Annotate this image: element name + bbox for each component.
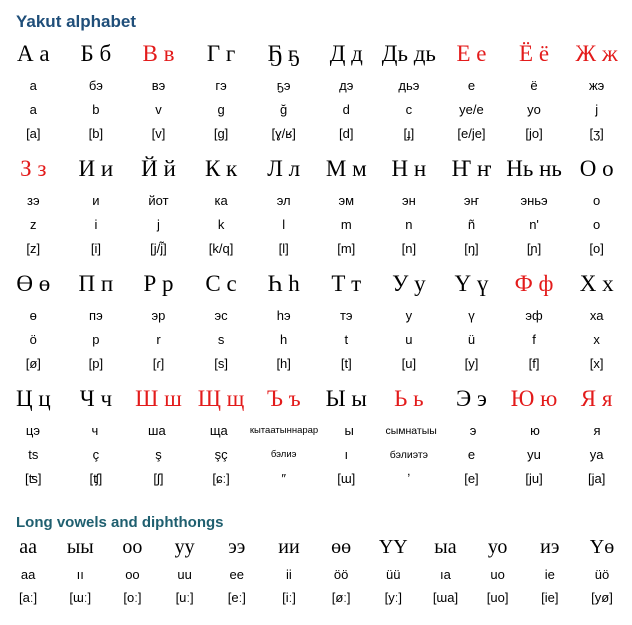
letter-name: эньэ <box>520 193 548 208</box>
letter-name: һэ <box>276 308 291 323</box>
letter-latin: d <box>342 102 350 117</box>
alphabet-line-ipa <box>2 241 628 265</box>
letter-latin: ñ <box>467 217 476 232</box>
letter-latin: m <box>340 217 352 232</box>
alphabet-line-latin <box>2 447 628 471</box>
letter-ipa: [y] <box>464 356 479 371</box>
letter-ipa: [ɲ] <box>526 241 542 256</box>
letter-ipa: [jo] <box>525 126 543 141</box>
letter-latin: ç <box>92 447 100 462</box>
letter-ipa: [g] <box>213 126 229 141</box>
letter-latin: n' <box>529 217 539 232</box>
letter-letter: Е е <box>456 41 487 66</box>
long-vowel-latin: öö <box>333 567 349 582</box>
letter-ipa: [a] <box>26 126 41 141</box>
letter-latin: o <box>593 217 601 232</box>
letter-ipa: [ŋ] <box>464 241 479 256</box>
letter-letter: Ш ш <box>135 386 182 411</box>
letter-name: вэ <box>151 78 166 93</box>
letter-name: э <box>469 423 477 438</box>
letter-latin: j <box>157 217 160 232</box>
letter-name: ү <box>468 308 475 323</box>
letter-ipa: ″ <box>281 471 286 486</box>
long-vowel-letter: өө <box>331 536 352 558</box>
letter-letter: Х х <box>579 271 614 296</box>
letter-latin: ye/e <box>459 102 484 117</box>
letter-name: дэ <box>339 78 354 93</box>
letter-letter: Ь ь <box>394 386 424 411</box>
long-vowel-latin: üü <box>386 567 401 582</box>
letter-name: ща <box>209 423 228 438</box>
letter-latin: b <box>92 102 100 117</box>
letter-name: кытаатыннарар <box>249 425 319 436</box>
letter-latin: şç <box>214 447 228 462</box>
letter-name: е <box>467 78 476 93</box>
letter-ipa: [ɟ] <box>403 126 415 141</box>
long-vowel-latin: ıı <box>76 567 84 582</box>
letter-letter: Ц ц <box>15 386 51 411</box>
letter-latin: r <box>156 332 161 347</box>
letter-latin: p <box>92 332 100 347</box>
long-vowel-ipa: [øː] <box>331 590 351 605</box>
letter-name: ша <box>148 423 166 438</box>
long-vowel-letter: ҮҮ <box>378 536 408 558</box>
letter-letter: Һ һ <box>267 271 300 296</box>
letter-latin: e <box>467 447 476 462</box>
letter-name: сымнатыы <box>385 425 437 437</box>
letter-letter: Ф ф <box>514 271 554 296</box>
letter-name: ө <box>29 308 37 323</box>
letter-name: жэ <box>588 78 605 93</box>
letter-latin: z <box>30 217 37 232</box>
letter-latin: g <box>217 102 225 117</box>
letter-ipa: [v] <box>151 126 166 141</box>
long-line-ipa <box>2 590 628 613</box>
letter-latin: ğ <box>280 102 288 117</box>
letter-letter: О о <box>579 156 614 181</box>
letter-ipa: [ɾ] <box>152 356 165 371</box>
letter-ipa: [ʧ] <box>89 471 103 486</box>
letter-ipa: ʼ <box>407 471 411 486</box>
long-vowel-letter: уу <box>174 536 195 558</box>
alphabet-line-ipa <box>2 471 628 495</box>
letter-name: эл <box>276 193 291 208</box>
letter-name: гэ <box>215 78 227 93</box>
letter-letter: Й й <box>141 156 176 181</box>
letter-name: у <box>405 308 413 323</box>
letter-latin: i <box>94 217 98 232</box>
long-vowel-ipa: [aː] <box>19 590 38 605</box>
letter-letter: К к <box>204 156 238 181</box>
letter-ipa: [ja] <box>587 471 606 486</box>
alphabet-row <box>2 270 628 380</box>
long-vowel-ipa: [iː] <box>282 590 296 605</box>
letter-latin: ö <box>29 332 37 347</box>
long-vowel-letter: иэ <box>540 536 560 558</box>
long-vowel-latin: uo <box>490 567 505 582</box>
letter-latin: ı <box>344 447 349 462</box>
long-vowel-latin: uu <box>177 567 192 582</box>
letter-letter: Ө ө <box>16 271 51 296</box>
letter-letter: Нь нь <box>506 156 562 181</box>
letter-name: а <box>29 78 37 93</box>
letter-latin: yu <box>527 447 541 462</box>
letter-letter: Ъ ъ <box>266 386 301 411</box>
letter-letter: П п <box>78 271 114 296</box>
letter-letter: Т т <box>331 271 362 296</box>
alphabet-line-letter <box>2 385 628 415</box>
letter-latin: f <box>532 332 536 347</box>
letter-ipa: [n] <box>401 241 417 256</box>
long-vowel-letter: Үө <box>589 536 615 558</box>
alphabet-line-latin <box>2 217 628 241</box>
page-title: Yakut alphabet <box>16 12 136 31</box>
letter-name: йот <box>148 193 169 208</box>
letter-letter: З з <box>20 156 47 181</box>
alphabet-line-ipa <box>2 356 628 380</box>
long-line-letter <box>2 533 628 565</box>
letter-ipa: [ɕː] <box>212 471 230 486</box>
letter-name: и <box>92 193 100 208</box>
letter-latin: l <box>282 217 286 232</box>
letter-latin: бэлиэ <box>270 449 297 460</box>
letter-letter: Ү ү <box>454 271 489 296</box>
letter-name: зэ <box>27 193 40 208</box>
alphabet-line-name <box>2 308 628 332</box>
long-vowel-latin: üö <box>594 567 610 582</box>
letter-name: эс <box>214 308 228 323</box>
letter-latin: бэлиэтэ <box>389 449 429 461</box>
letter-latin: x <box>593 332 600 347</box>
letter-name: о <box>593 193 601 208</box>
letter-name: бэ <box>88 78 103 93</box>
letter-letter: С с <box>205 271 237 296</box>
long-vowel-ipa: [yː] <box>384 590 402 605</box>
letter-latin: c <box>405 102 413 117</box>
letter-letter: И и <box>78 156 114 181</box>
long-vowel-letter: ыа <box>434 536 457 558</box>
letter-letter: Ы ы <box>325 386 367 411</box>
letter-letter: Ё ё <box>519 41 550 66</box>
letter-letter: Э э <box>456 386 487 411</box>
letter-letter: Д д <box>329 41 363 66</box>
letter-name: цэ <box>25 423 41 438</box>
letter-latin: u <box>405 332 413 347</box>
letter-name: ха <box>589 308 604 323</box>
alphabet-line-letter <box>2 155 628 185</box>
letter-latin: ts <box>28 447 39 462</box>
letter-ipa: [t] <box>340 356 352 371</box>
letter-name: ю <box>530 423 540 438</box>
letter-name: эҥ <box>463 193 479 208</box>
letter-name: ка <box>214 193 228 208</box>
alphabet-line-latin <box>2 102 628 126</box>
letter-ipa: [k/q] <box>208 241 234 256</box>
long-vowel-letter: оо <box>122 536 143 558</box>
letter-latin: j <box>595 102 599 117</box>
letter-ipa: [ɣ/ʁ] <box>271 126 296 141</box>
long-vowel-ipa: [ie] <box>541 590 559 605</box>
letter-latin: n <box>405 217 413 232</box>
letter-letter: Ю ю <box>510 386 558 411</box>
letter-ipa: [ʃ] <box>153 471 164 486</box>
long-vowel-letter: ии <box>278 536 300 558</box>
letter-letter: Ч ч <box>79 386 113 411</box>
letter-ipa: [ø] <box>25 356 41 371</box>
alphabet-line-name <box>2 423 628 447</box>
letter-letter: В в <box>142 41 175 66</box>
letter-latin: s <box>217 332 225 347</box>
letter-letter: Я я <box>580 386 613 411</box>
letter-ipa: [p] <box>88 356 104 371</box>
long-vowel-ipa: [oː] <box>123 590 142 605</box>
letter-ipa: [e] <box>464 471 479 486</box>
long-vowels-grid <box>2 533 628 613</box>
letter-name: дьэ <box>398 78 420 93</box>
alphabet-row <box>2 40 628 150</box>
letter-ipa: [ʒ] <box>589 126 604 141</box>
letter-letter: Г г <box>206 41 236 66</box>
letter-name: пэ <box>89 308 103 323</box>
letter-ipa: [j/j̃] <box>150 241 167 256</box>
long-vowel-letter: уо <box>487 536 508 558</box>
letter-name: тэ <box>339 308 353 323</box>
letter-latin: h <box>280 332 288 347</box>
letter-name: эн <box>401 193 416 208</box>
long-vowel-ipa: [ɯː] <box>69 590 92 605</box>
letter-ipa: [ɯ] <box>337 471 356 486</box>
section-title: Long vowels and diphthongs <box>16 514 224 531</box>
long-vowel-ipa: [uː] <box>175 590 194 605</box>
letter-ipa: [s] <box>214 356 228 371</box>
alphabet-line-ipa <box>2 126 628 150</box>
letter-ipa: [e/je] <box>457 126 486 141</box>
letter-name: ҕэ <box>276 78 291 93</box>
letter-latin: v <box>155 102 162 117</box>
alphabet-line-latin <box>2 332 628 356</box>
letter-latin: ü <box>467 332 476 347</box>
alphabet-row <box>2 385 628 495</box>
letter-letter: Ҕ ҕ <box>267 41 300 66</box>
letter-ipa: [u] <box>401 356 417 371</box>
letter-name: эф <box>525 308 543 323</box>
letter-name: эм <box>338 193 355 208</box>
letter-letter: Р р <box>143 271 174 296</box>
long-vowel-letter: ыы <box>66 536 94 558</box>
letter-letter: М м <box>325 156 367 181</box>
letter-letter: Ҥ ҥ <box>451 156 492 181</box>
long-vowel-letter: аа <box>19 536 37 558</box>
letter-letter: А а <box>17 41 50 66</box>
long-vowel-ipa: [yø] <box>591 590 613 605</box>
letter-letter: Б б <box>80 41 112 66</box>
long-vowel-latin: ıa <box>440 567 451 582</box>
alphabet-line-name <box>2 193 628 217</box>
letter-ipa: [m] <box>337 241 356 256</box>
letter-latin: yo <box>527 102 541 117</box>
letter-ipa: [z] <box>26 241 41 256</box>
letter-ipa: [h] <box>276 356 291 371</box>
letter-latin: ya <box>589 447 604 462</box>
letter-name: ы <box>344 423 354 438</box>
long-vowel-latin: ie <box>544 567 555 582</box>
alphabet-line-letter <box>2 40 628 70</box>
long-vowel-letter: ээ <box>228 536 246 558</box>
alphabet-row <box>2 155 628 265</box>
letter-letter: Дь дь <box>381 41 436 66</box>
letter-latin: ş <box>155 447 162 462</box>
letter-letter: Л л <box>267 156 301 181</box>
letter-latin: t <box>344 332 349 347</box>
long-line-latin <box>2 567 628 590</box>
alphabet-line-name <box>2 78 628 102</box>
letter-letter: Щ щ <box>197 386 245 411</box>
letter-ipa: [l] <box>278 241 289 256</box>
letter-name: эр <box>151 308 166 323</box>
letter-name: я <box>593 423 601 438</box>
long-vowel-ipa: [uo] <box>486 590 509 605</box>
letter-ipa: [ju] <box>525 471 543 486</box>
letter-ipa: [i] <box>90 241 101 256</box>
letter-latin: a <box>29 102 37 117</box>
letter-ipa: [x] <box>589 356 604 371</box>
long-vowel-latin: oo <box>125 567 140 582</box>
letter-letter: У у <box>392 271 426 296</box>
letter-latin: k <box>217 217 225 232</box>
long-vowel-ipa: [eː] <box>227 590 246 605</box>
letter-letter: Ж ж <box>575 41 618 66</box>
letter-ipa: [f] <box>528 356 540 371</box>
letter-ipa: [d] <box>339 126 354 141</box>
letter-letter: Н н <box>391 156 427 181</box>
long-vowel-latin: ee <box>229 567 244 582</box>
long-vowel-ipa: [ɯa] <box>432 590 459 605</box>
letter-name: ё <box>530 78 538 93</box>
long-vowel-latin: aa <box>20 567 36 582</box>
letter-ipa: [ʦ] <box>25 471 42 486</box>
long-vowel-latin: ii <box>286 567 292 582</box>
letter-ipa: [o] <box>589 241 604 256</box>
letter-name: ч <box>91 423 99 438</box>
letter-ipa: [b] <box>88 126 104 141</box>
alphabet-line-letter <box>2 270 628 300</box>
